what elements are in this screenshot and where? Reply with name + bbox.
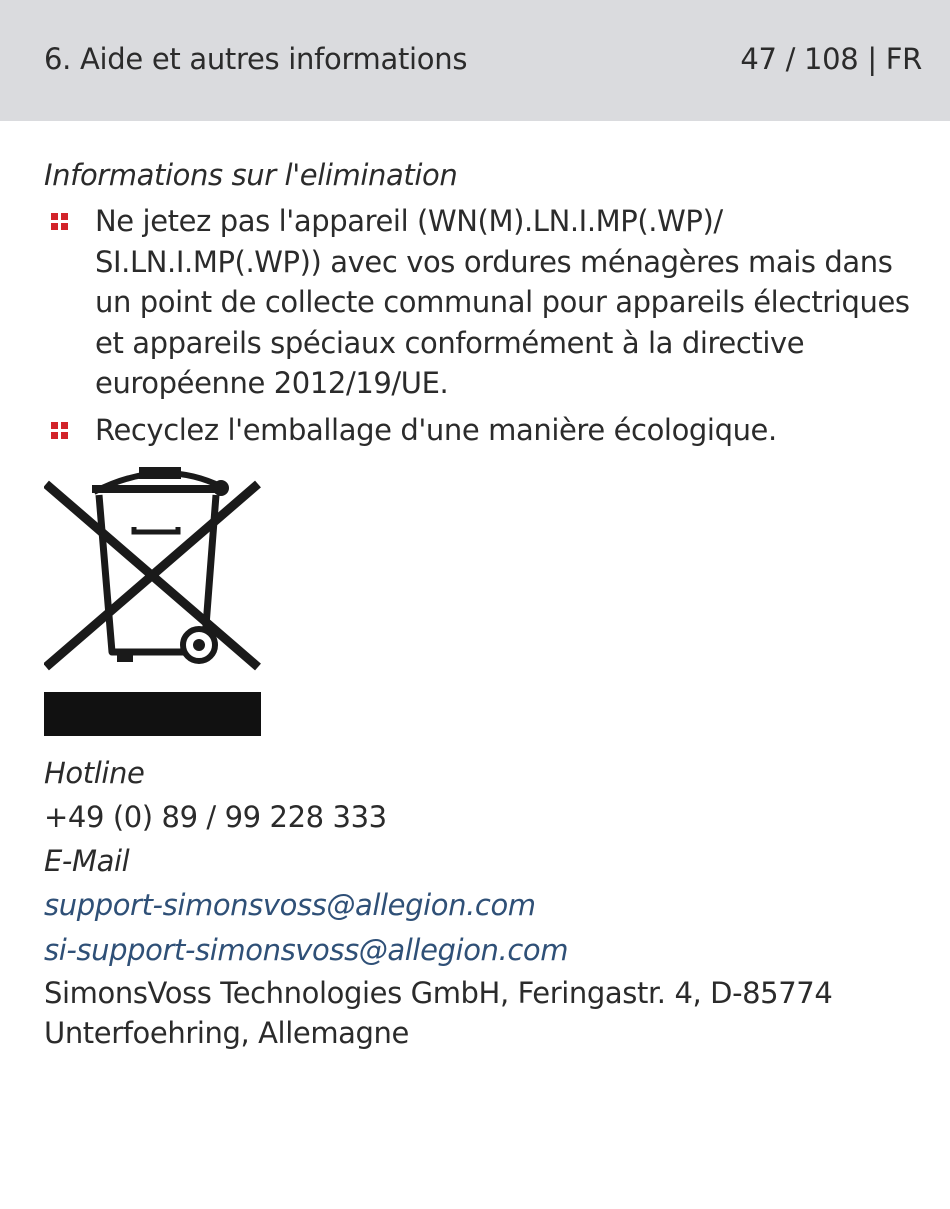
page-number: 47 / 108 | FR [740, 42, 922, 76]
email-label: E-Mail [44, 844, 130, 878]
si-support-email-link[interactable]: si-support-simonsvoss@allegion.com [44, 933, 569, 967]
company-address: SimonsVoss Technologies GmbH, Feringastr. 4, D-85774 Unterfoehring, Allemagne [44, 976, 833, 1050]
support-email-link[interactable]: support-simonsvoss@allegion.com [44, 888, 536, 922]
hotline-number: +49 (0) 89 / 99 228 333 [44, 800, 387, 834]
list-item [44, 410, 924, 451]
red-square-grid-icon [51, 213, 69, 231]
hotline-label: Hotline [44, 756, 145, 790]
page-content [44, 155, 924, 1053]
section-title: 6. Aide et autres informations [44, 42, 468, 76]
list-item-text: Recyclez l'emballage d'une manière écologique. [95, 412, 777, 447]
disposal-list [44, 201, 924, 450]
page-header [0, 0, 950, 121]
disposal-heading: Informations sur l'elimination [44, 158, 458, 192]
contact-block [44, 751, 924, 1053]
red-square-grid-icon [51, 422, 69, 440]
crossed-out-wheelie-bin-icon [44, 462, 264, 737]
list-item [44, 201, 924, 404]
list-item-text: Ne jetez pas l'appareil (WN(M).LN.I.MP(.WP)/ SI.LN.I.MP(.WP)) avec vos ordures ménagères mais dans un point de collecte communal pour appareils électriques et appareils spéciaux conformément à la directive européenne 2012/19/UE. [95, 204, 910, 400]
